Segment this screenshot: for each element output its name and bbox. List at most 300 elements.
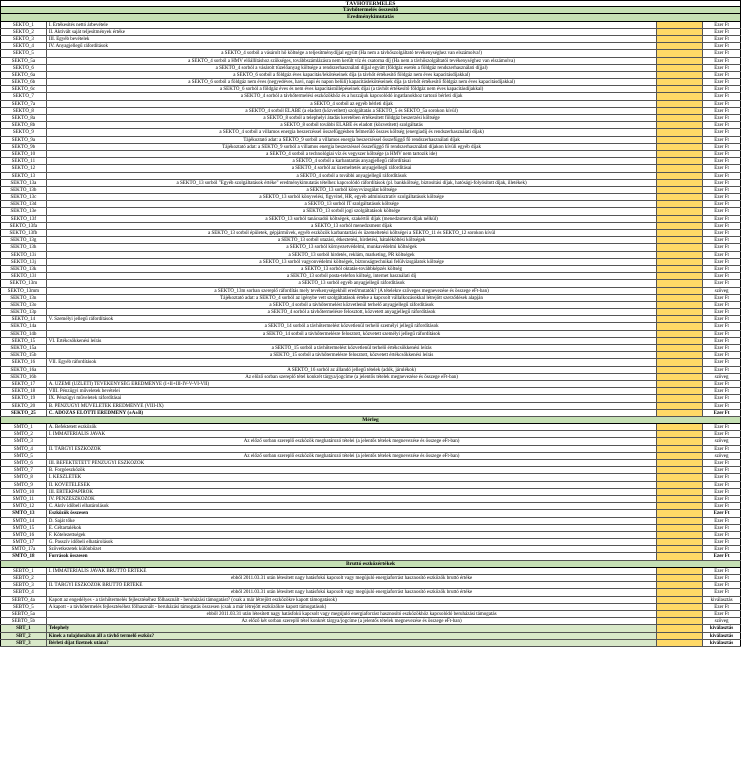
row-description: D. Saját tőke [47, 518, 658, 524]
row-code: SEBTÓ_2 [0, 575, 47, 581]
row-code: SMTÓ_15 [0, 525, 47, 531]
row-description: III. BEFEKTETETT PÉNZÜGYI ESZKÖZÖK [47, 460, 658, 466]
row-code: SEKTÓ_13g [0, 237, 47, 243]
row-code: SMTÓ_17 [0, 539, 47, 545]
value-input-cell[interactable] [657, 323, 703, 329]
value-input-cell[interactable] [657, 395, 703, 401]
row-description: Az előző sorban szereplő eszközök meghatározó tételei (a jelentős tételek megnevezése és összege eFt-ban) [47, 453, 658, 459]
value-input-cell[interactable] [657, 582, 703, 588]
value-input-cell[interactable] [657, 553, 703, 559]
row-code: SEKTÓ_14b [0, 331, 47, 337]
row-unit: Ezer Ft [703, 568, 741, 574]
row-description: a SEKTÓ_15 sorból a távhőtermelést közvetlenül terhelő értékcsökkenési leírás [47, 345, 658, 351]
row-code: SMTÓ_18 [0, 553, 47, 559]
row-description: Szövetkezetek különbözet [47, 546, 658, 552]
value-input-cell[interactable] [657, 223, 703, 229]
value-input-cell[interactable] [657, 129, 703, 135]
value-input-cell[interactable] [657, 503, 703, 509]
row-unit: Ezer Ft [703, 611, 741, 617]
row-code: SEBTÓ_5b [0, 618, 47, 624]
value-input-cell[interactable] [657, 237, 703, 243]
row-code: SEKTÓ_5a [0, 58, 47, 64]
table-row [0, 323, 741, 330]
table-row [0, 266, 741, 273]
row-code: SEBTÓ_4a [0, 597, 47, 603]
row-unit: Ezer Ft [703, 79, 741, 85]
row-unit: Ezer Ft [703, 431, 741, 437]
value-input-cell[interactable] [657, 510, 703, 516]
row-description: V. Személyi jellegű ráfordítások [47, 316, 658, 322]
row-unit: Ezer Ft [703, 180, 741, 186]
value-input-cell[interactable] [657, 36, 703, 42]
value-input-cell[interactable] [657, 431, 703, 437]
value-input-cell[interactable] [657, 259, 703, 265]
row-code: SEKTÓ_14 [0, 316, 47, 322]
row-code: SMTÓ_13 [0, 510, 47, 516]
value-input-cell[interactable] [657, 640, 703, 646]
value-input-cell[interactable] [657, 43, 703, 49]
value-input-cell[interactable] [657, 309, 703, 315]
row-unit: Ezer Ft [703, 173, 741, 179]
row-unit: Ezer Ft [703, 115, 741, 121]
value-input-cell[interactable] [657, 374, 703, 380]
value-input-cell[interactable] [657, 625, 703, 631]
value-input-cell[interactable] [657, 482, 703, 488]
row-unit: Ezer Ft [703, 532, 741, 538]
table-row [0, 618, 741, 625]
value-input-cell[interactable] [657, 79, 703, 85]
value-input-cell[interactable] [657, 165, 703, 171]
value-input-cell[interactable] [657, 244, 703, 250]
value-input-cell[interactable] [657, 424, 703, 430]
row-description: a SEKTÓ_13 sorból könyvvizsgálat költsége [47, 187, 658, 193]
value-input-cell[interactable] [657, 345, 703, 351]
row-unit: Ezer Ft [703, 244, 741, 250]
row-description: a SEKTÓ_13 sorból környezetvédelmi, munkavédelmi költségek [47, 244, 658, 250]
row-code: SEKTÓ_13p [0, 309, 47, 315]
row-code: SEKTÓ_15 [0, 338, 47, 344]
row-unit: Ezer Ft [703, 525, 741, 531]
row-description: a SEKTÓ_13 sorból "Egyéb szolgáltatások értéke" eredménykimutatás tételhez kapcsolódó ráfordítások (pl. bankköltség, biztosítási díjak, hatósági-folyósított díjak, illetékek) [47, 180, 658, 186]
value-input-cell[interactable] [657, 288, 703, 294]
table-row [0, 216, 741, 223]
row-unit: Ezer Ft [703, 367, 741, 373]
value-input-cell[interactable] [657, 252, 703, 258]
value-input-cell[interactable] [657, 180, 703, 186]
row-code: SMTÓ_14 [0, 518, 47, 524]
row-code: SEKTÓ_13i [0, 252, 47, 258]
table-row [0, 252, 741, 259]
value-input-cell[interactable] [657, 518, 703, 524]
row-description: a SEKTÓ_13 sorból utazási, étkeztetési, hirdetési, hátaléköltési költségek [47, 237, 658, 243]
value-input-cell[interactable] [657, 50, 703, 56]
row-description: Tájékoztató adat: a SEKTÓ_9 sorból a villamos energia beszerzéssel összefüggő fő rendszerhasználati díjakon kívüli egyéb díjak [47, 144, 658, 150]
row-unit: Ezer Ft [703, 144, 741, 150]
row-code: SMTÓ_10 [0, 489, 47, 495]
value-input-cell[interactable] [657, 137, 703, 143]
table-row [0, 518, 741, 525]
row-description: Bérleti díjat fizetnek utána? [47, 640, 658, 646]
row-code: SEKTÓ_7 [0, 93, 47, 99]
table-row [0, 137, 741, 144]
table-row [0, 352, 741, 359]
row-description: Tájékoztató adat: a SEKTÓ_9 sorból a villamos energia beszerzéssel összefüggő fő rendszerhasználati díjak [47, 137, 658, 143]
table-row [0, 180, 741, 187]
table-row [0, 381, 741, 388]
table-row [0, 295, 741, 302]
row-unit: Ezer Ft [703, 86, 741, 92]
table-row [0, 525, 741, 532]
row-unit: Ezer Ft [703, 489, 741, 495]
row-description: IV. Anyagjellegű ráfordítások [47, 43, 658, 49]
value-input-cell[interactable] [657, 525, 703, 531]
row-code: SEKTÓ_16b [0, 374, 47, 380]
table-row [0, 50, 741, 57]
row-description: Az előző két sorban szereplő tétel konkrét tárgya/jogcíme (a jelentős tételek megnevezése és összege eFt-ban) [47, 618, 658, 624]
table-row [0, 36, 741, 43]
value-input-cell[interactable] [657, 410, 703, 416]
row-unit: Ezer Ft [703, 237, 741, 243]
row-code: SEKTÓ_7a [0, 101, 47, 107]
row-unit: Ezer Ft [703, 604, 741, 610]
row-code: SEKTÓ_13c [0, 194, 47, 200]
sheet-subtitle: Távhőtermelés összesítő [0, 7, 741, 14]
value-input-cell[interactable] [657, 22, 703, 28]
sections-container [0, 14, 741, 647]
table-row [0, 158, 741, 165]
value-input-cell[interactable] [657, 72, 703, 78]
value-input-cell[interactable] [657, 187, 703, 193]
row-code: SEKTÓ_3 [0, 36, 47, 42]
value-input-cell[interactable] [657, 388, 703, 394]
row-description: II. TÁRGYI ESZKÖZÖK [47, 446, 658, 452]
value-input-cell[interactable] [657, 604, 703, 610]
row-description: a SEKTÓ_14 sorból a távhőtermelésre felosztott, közvetett személyi jellegű ráfordítások [47, 331, 658, 337]
table-row [0, 151, 741, 158]
row-unit: Ezer Ft [703, 338, 741, 344]
row-description: a SEKTÓ_4 sorból a távhőtermelésre felosztott, közvetett anyagjellegű ráfordítások [47, 309, 658, 315]
value-input-cell[interactable] [657, 86, 703, 92]
row-unit: Ezer Ft [703, 553, 741, 559]
row-code: SBT_2 [0, 633, 47, 639]
value-input-cell[interactable] [657, 633, 703, 639]
row-description: I. IMMATERIÁLIS JAVAK BRUTTÓ ÉRTÉKE [47, 568, 658, 574]
table-row [0, 474, 741, 481]
row-unit: Ezer Ft [703, 208, 741, 214]
value-input-cell[interactable] [657, 568, 703, 574]
row-unit: Ezer Ft [703, 295, 741, 301]
row-code: SEBTÓ_4 [0, 589, 47, 595]
row-code: SEKTÓ_10 [0, 151, 47, 157]
table-row [0, 388, 741, 395]
row-code: SEKTÓ_6c [0, 86, 47, 92]
table-row [0, 359, 741, 366]
row-unit: szöveg [703, 374, 741, 380]
row-description: a SEKTÓ_4 sorból a távhőtermelést közvetlenül terhelő anyagjellegű ráfordítások [47, 302, 658, 308]
row-description: a SEKTÓ_13 sorból tanácsadói költségek, szakértői díjak (menedzsment díjak nélkül) [47, 216, 658, 222]
row-unit: Ezer Ft [703, 424, 741, 430]
table-row [0, 43, 741, 50]
value-input-cell[interactable] [657, 295, 703, 301]
row-code: SEKTÓ_17 [0, 381, 47, 387]
row-unit: kiválasztás [703, 640, 741, 646]
row-code: SBT_1 [0, 625, 47, 631]
table-row [0, 108, 741, 115]
table-row [0, 539, 741, 546]
table-row [0, 187, 741, 194]
row-code: SMTÓ_6 [0, 460, 47, 466]
row-description: ebből 2011.03.31 után létesített nagy hatásfokú kapcsolt vagy megújuló energiaforrást hasznosító eszközök bruttó értéke [47, 589, 658, 595]
value-input-cell[interactable] [657, 381, 703, 387]
row-code: SEKTÓ_15b [0, 352, 47, 358]
value-input-cell[interactable] [657, 302, 703, 308]
row-unit: Ezer Ft [703, 137, 741, 143]
row-unit: szöveg [703, 618, 741, 624]
row-unit: Ezer Ft [703, 252, 741, 258]
row-unit: Ezer Ft [703, 108, 741, 114]
value-input-cell[interactable] [657, 618, 703, 624]
row-description: I. Értékesítés nettó árbevétele [47, 22, 658, 28]
row-unit: Ezer Ft [703, 388, 741, 394]
value-input-cell[interactable] [657, 158, 703, 164]
table-row [0, 367, 741, 374]
table-row [0, 259, 741, 266]
table-row [0, 553, 741, 560]
row-description: VI. Értékcsökkenési leírás [47, 338, 658, 344]
row-description: Az előző sorban szereplő eszközök meghatározó tételei (a jelentős tételek megnevezése és összege eFt-ban) [47, 438, 658, 444]
row-code: SEKTÓ_13j [0, 259, 47, 265]
table-row [0, 144, 741, 151]
row-description: C. ADÓZÁS ELŐTTI EREDMÉNY (±A±B) [47, 410, 658, 416]
row-description: IX. Pénzügyi műveletek ráfordításai [47, 395, 658, 401]
row-unit: Ezer Ft [703, 316, 741, 322]
value-input-cell[interactable] [657, 539, 703, 545]
row-unit: Ezer Ft [703, 410, 741, 416]
row-code: SEKTÓ_13h [0, 244, 47, 250]
value-input-cell[interactable] [657, 29, 703, 35]
row-description: a SEKTÓ_6 sorból a földgáz éves kapacitás/lekötéseinek díja (a távhőt értékesítő földgáz nem éves kapacitásdíjakkal) [47, 72, 658, 78]
value-input-cell[interactable] [657, 438, 703, 444]
row-unit: Ezer Ft [703, 460, 741, 466]
value-input-cell[interactable] [657, 532, 703, 538]
row-code: SEKTÓ_1 [0, 22, 47, 28]
row-unit: szöveg [703, 438, 741, 444]
value-input-cell[interactable] [657, 201, 703, 207]
value-input-cell[interactable] [657, 280, 703, 286]
value-input-cell[interactable] [657, 611, 703, 617]
row-code: SEKTÓ_14a [0, 323, 47, 329]
table-row [0, 72, 741, 79]
row-unit: Ezer Ft [703, 158, 741, 164]
row-code: SEKTÓ_15a [0, 345, 47, 351]
row-description: C. Aktív időbeli elhatárolások [47, 503, 658, 509]
value-input-cell[interactable] [657, 467, 703, 473]
row-description: a SEKTÓ_6 sorból a földgáz éves és nem éves kapacitástúllépéseinek díjai (a távhőt értékesítő földgáz nem éves kapacitásdíjakkal) [47, 86, 658, 92]
row-code: SEKTÓ_20 [0, 403, 47, 409]
value-input-cell[interactable] [657, 58, 703, 64]
row-description: a SEKTÓ_13 sorból épületek, gépjárművek, egyéb eszközök karbantartási és üzemeltetési költségei a SEKTÓ_11 és SEKTÓ_12 sorokon kívül [47, 230, 658, 236]
value-input-cell[interactable] [657, 93, 703, 99]
value-input-cell[interactable] [657, 331, 703, 337]
value-input-cell[interactable] [657, 122, 703, 128]
row-description: III. ÉRTÉKPAPÍROK [47, 489, 658, 495]
row-unit: Ezer Ft [703, 201, 741, 207]
row-description: F. Kötelezettségek [47, 532, 658, 538]
row-description: a SEKTÓ_13 sorból egyéb anyagjellegű ráfordítások [47, 280, 658, 286]
row-description: Kapott az engedélyes - a távhőtermelés fejlesztéséhez fölhasznált - beruházási támogatást? (csak a már létrejött eszközökre kapott támogatások) [47, 597, 658, 603]
row-code: SEKTÓ_16a [0, 367, 47, 373]
row-unit: Ezer Ft [703, 352, 741, 358]
row-description: a SEKTÓ_13 sorból hirdetés, reklám, marketing, PR költségek [47, 252, 658, 258]
row-code: SEBTÓ_1 [0, 568, 47, 574]
row-unit: Ezer Ft [703, 345, 741, 351]
table-row [0, 316, 741, 323]
value-input-cell[interactable] [657, 403, 703, 409]
table-row [0, 79, 741, 86]
value-input-cell[interactable] [657, 65, 703, 71]
row-code: SEKTÓ_13o [0, 302, 47, 308]
row-description: ebből 2011.03.31 után létesített nagy hatásfokú kapcsolt vagy megújuló energiaforrást hasznosító eszközökhöz kapcsolódó beruházási támogatás [47, 611, 658, 617]
table-row [0, 338, 741, 345]
row-unit: Ezer Ft [703, 72, 741, 78]
table-row [0, 65, 741, 72]
value-input-cell[interactable] [657, 589, 703, 595]
row-description: Az előző sorban szereplő tétel konkrét tárgya/jogcíme (a jelentős tételek megnevezése és összege eFt-ban) [47, 374, 658, 380]
row-unit: Ezer Ft [703, 187, 741, 193]
value-input-cell[interactable] [657, 575, 703, 581]
value-input-cell[interactable] [657, 453, 703, 459]
table-row [0, 129, 741, 136]
row-description: a SEKTÓ_8 sorból a telephelyi átadás keretében értékesített földgáz beszerzési költsége [47, 115, 658, 121]
value-input-cell[interactable] [657, 446, 703, 452]
row-description: a SEKTÓ_4 sorból a karbantartás anyagjellegű ráfordításai [47, 158, 658, 164]
table-row [0, 589, 741, 596]
row-description: a SEKTÓ_13 sorból vagyonvédelmi költségek, biztonságtechnikai felülvizsgálatok költsége [47, 259, 658, 265]
value-input-cell[interactable] [657, 474, 703, 480]
table-row [0, 582, 741, 589]
row-description: a SEKTÓ_13m sorban szereplő ráfordítás mely tevékenységekhől ered/mutatók? (A tételekre szöveges megnevezése és összege eFt-ban) [47, 288, 658, 294]
row-description: a SEKTÓ_15 sorból a távhőtermelésre felosztott, közvetett értékcsökkenési leírás [47, 352, 658, 358]
table-row [0, 604, 741, 611]
row-code: SEBTÓ_5a [0, 611, 47, 617]
table-row [0, 201, 741, 208]
row-description: III. Egyéb bevételek [47, 36, 658, 42]
row-unit: Ezer Ft [703, 259, 741, 265]
table-row [0, 510, 741, 517]
row-description: A. Befektetett eszközök [47, 424, 658, 430]
table-row [0, 568, 741, 575]
row-description: a SEKTÓ_4 sorból a HMV előállításhoz szükséges, továbbszámlázásra nem került víz és csatorna díj (Ha nem a távhőszolgáltatói tevékenységhez van elszámolva) [47, 58, 658, 64]
row-description: IV. PÉNZESZKÖZÖK [47, 496, 658, 502]
value-input-cell[interactable] [657, 460, 703, 466]
row-code: SEKTÓ_13 [0, 173, 47, 179]
row-description: a SEKTÓ_13 sorból oktatás-továbbképzés költség [47, 266, 658, 272]
row-code: SEKTÓ_13l [0, 273, 47, 279]
row-unit: Ezer Ft [703, 122, 741, 128]
value-input-cell[interactable] [657, 359, 703, 365]
value-input-cell[interactable] [657, 208, 703, 214]
row-code: SEKTÓ_13fa [0, 223, 47, 229]
table-row [0, 446, 741, 453]
row-code: SEKTÓ_13mm [0, 288, 47, 294]
value-input-cell[interactable] [657, 144, 703, 150]
value-input-cell[interactable] [657, 101, 703, 107]
value-input-cell[interactable] [657, 546, 703, 552]
value-input-cell[interactable] [657, 216, 703, 222]
row-description: Kinek a tulajdonában áll a távhő termelő eszköz? [47, 633, 658, 639]
row-description: I. IMMATERIÁLIS JAVAK [47, 431, 658, 437]
row-unit: Ezer Ft [703, 510, 741, 516]
value-input-cell[interactable] [657, 151, 703, 157]
row-code: SEKTÓ_25 [0, 410, 47, 416]
row-unit: Ezer Ft [703, 331, 741, 337]
table-row [0, 309, 741, 316]
row-code: SEKTÓ_18 [0, 388, 47, 394]
value-input-cell[interactable] [657, 316, 703, 322]
table-row [0, 302, 741, 309]
value-input-cell[interactable] [657, 194, 703, 200]
row-code: SMTÓ_1 [0, 424, 47, 430]
table-row [0, 453, 741, 460]
row-code: SEKTÓ_13a [0, 180, 47, 186]
table-row [0, 482, 741, 489]
row-unit: Ezer Ft [703, 302, 741, 308]
row-code: SEKTÓ_11 [0, 158, 47, 164]
value-input-cell[interactable] [657, 230, 703, 236]
row-code: SEBTÓ_3 [0, 582, 47, 588]
value-input-cell[interactable] [657, 266, 703, 272]
value-input-cell[interactable] [657, 352, 703, 358]
table-row [0, 374, 741, 381]
row-unit: Ezer Ft [703, 539, 741, 545]
value-input-cell[interactable] [657, 115, 703, 121]
row-description: ebből 2011.03.31 után létesített nagy hatásfokú kapcsolt vagy megújuló energiaforrást hasznosító eszközök bruttó értéke [47, 575, 658, 581]
row-description: VII. Egyéb ráfordítások [47, 359, 658, 365]
row-unit: Ezer Ft [703, 280, 741, 286]
row-unit: Ezer Ft [703, 482, 741, 488]
row-unit: Ezer Ft [703, 359, 741, 365]
table-row [0, 331, 741, 338]
table-row [0, 575, 741, 582]
row-description: a SEKTÓ_4 sorból a távhőtermelési eszközökhöz és a hozzájuk kapcsolódó ingatlanokhoz tartozó bérleti díjak [47, 93, 658, 99]
row-code: SMTÓ_8 [0, 474, 47, 480]
value-input-cell[interactable] [657, 173, 703, 179]
value-input-cell[interactable] [657, 489, 703, 495]
row-code: SEBTÓ_5 [0, 604, 47, 610]
row-code: SEKTÓ_9a [0, 137, 47, 143]
value-input-cell[interactable] [657, 496, 703, 502]
table-row [0, 438, 741, 445]
row-description: II. TÁRGYI ESZKÖZÖK BRUTTÓ ÉRTÉKE [47, 582, 658, 588]
value-input-cell[interactable] [657, 367, 703, 373]
value-input-cell[interactable] [657, 273, 703, 279]
row-unit: Ezer Ft [703, 216, 741, 222]
table-row [0, 460, 741, 467]
row-code: SMTÓ_16 [0, 532, 47, 538]
section-heading: Eredménykimutatás [0, 14, 741, 21]
row-code: SMTÓ_12 [0, 503, 47, 509]
row-unit: Ezer Ft [703, 474, 741, 480]
row-code: SEKTÓ_4 [0, 43, 47, 49]
row-code: SEKTÓ_16 [0, 359, 47, 365]
value-input-cell[interactable] [657, 597, 703, 603]
row-description: a SEKTÓ_4 sorból a technológiai víz és vegyszer költsége (a HMV nem tartozik ide) [47, 151, 658, 157]
row-description: B. Forgóeszközök [47, 467, 658, 473]
table-row [0, 424, 741, 431]
value-input-cell[interactable] [657, 338, 703, 344]
value-input-cell[interactable] [657, 108, 703, 114]
row-unit: kiválasztás [703, 597, 741, 603]
